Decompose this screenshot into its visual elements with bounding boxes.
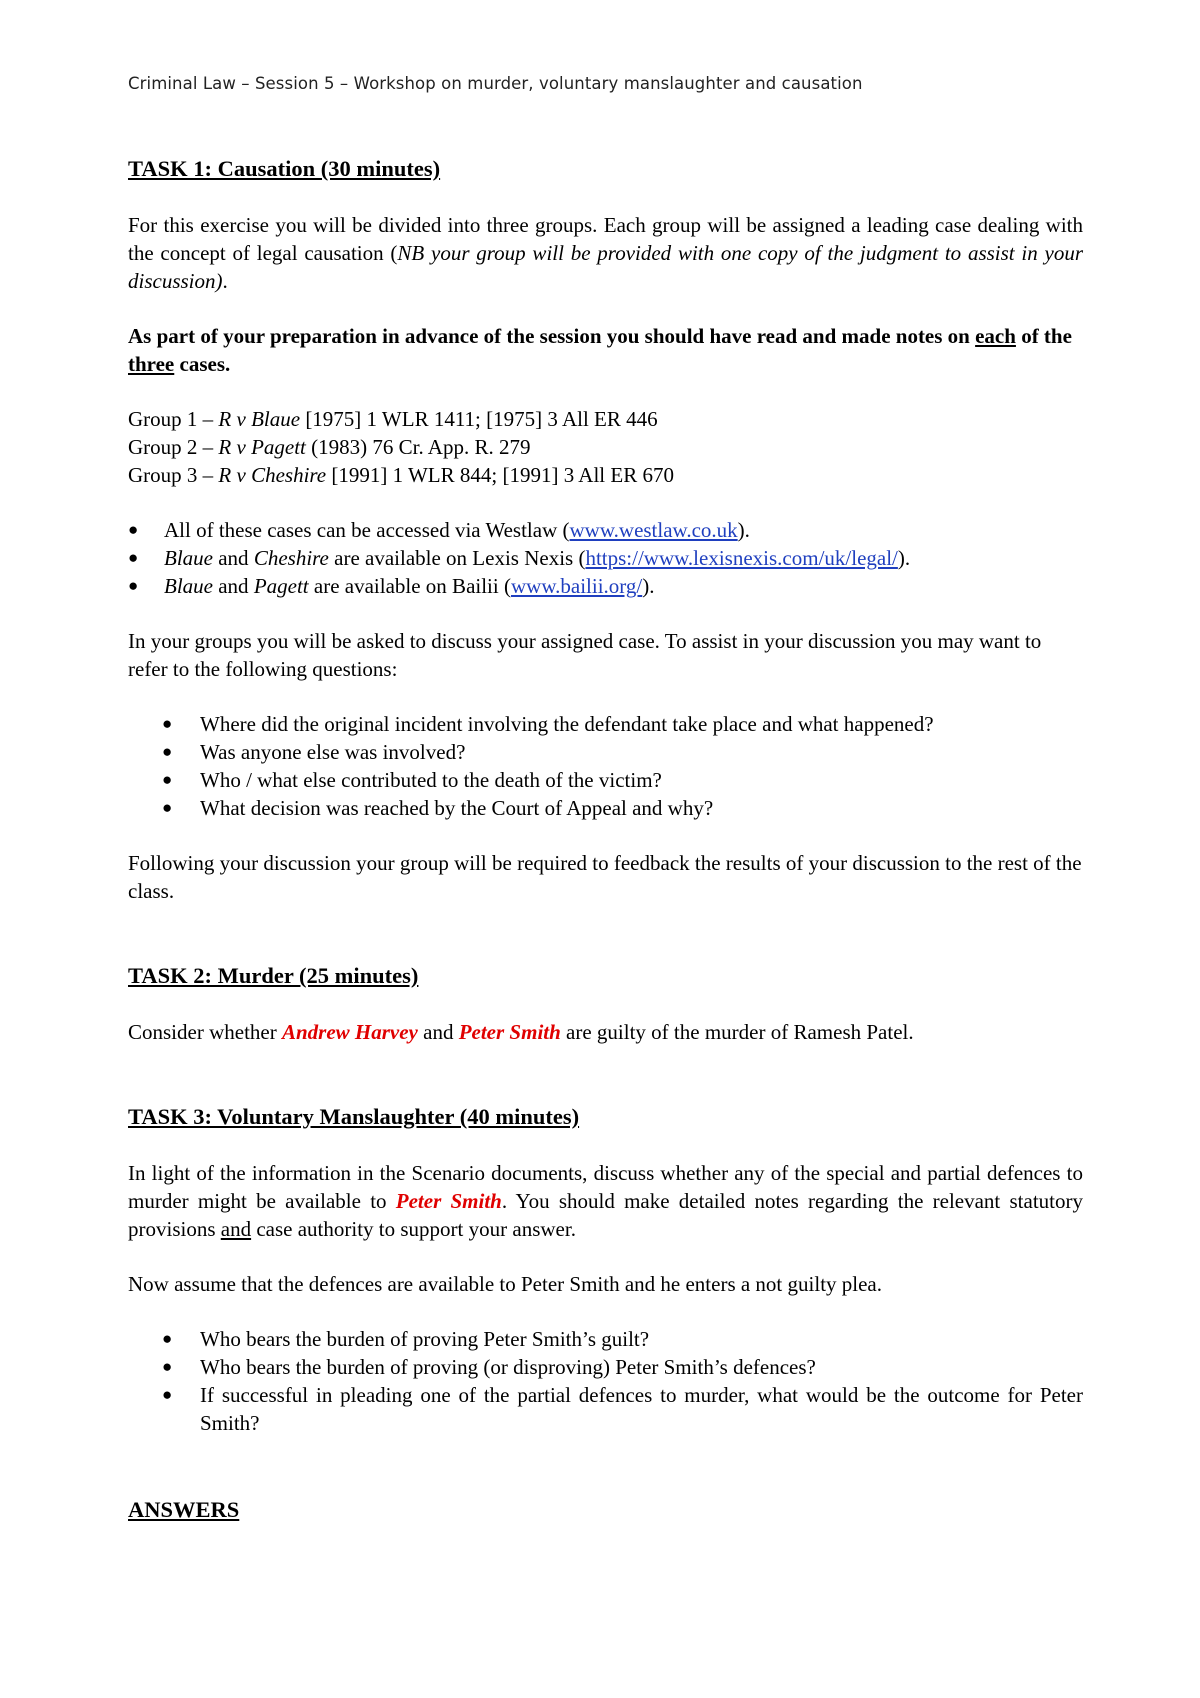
group-2-label: Group 2 – — [128, 435, 219, 459]
westlaw-link[interactable]: www.westlaw.co.uk — [569, 518, 738, 542]
task1-intro-note: NB your group will be provided with one copy of the judgment to assist in your discussion) — [128, 241, 1083, 293]
group-2-citation: (1983) 76 Cr. App. R. 279 — [305, 435, 531, 459]
bullet-icon: ● — [162, 770, 173, 789]
group-1-label: Group 1 – — [128, 407, 219, 431]
list-item — [128, 766, 1083, 794]
group-3-case: R v Cheshire — [218, 463, 327, 487]
list-item — [128, 572, 1083, 600]
task3-heading: TASK 3: Voluntary Manslaughter (40 minutes) — [128, 1104, 580, 1129]
prep-text: As part of your preparation in advance of the session you should have read and made notes on — [128, 324, 976, 348]
group-3 — [128, 461, 1083, 489]
document-body — [128, 154, 1083, 1525]
prep-each: each — [975, 324, 1016, 348]
prep-three: three — [128, 352, 175, 376]
task2-text-a: Consider whether — [128, 1020, 282, 1044]
bullet-icon: ● — [162, 798, 173, 817]
bullet-icon: ● — [162, 1329, 173, 1348]
task2-text-b: and — [417, 1020, 459, 1044]
bullet-icon: ● — [128, 576, 139, 595]
group-1-citation: [1975] 1 WLR 1411; [1975] 3 All ER 446 — [300, 407, 658, 431]
bullet-icon: ● — [128, 520, 139, 539]
question-text: If successful in pleading one of the partial defences to murder, what would be the outcome for Peter Smith? — [200, 1383, 1083, 1435]
prep-text-3: cases. — [174, 352, 231, 376]
bullet-icon: ● — [162, 714, 173, 733]
source-case-b: Cheshire — [253, 546, 329, 570]
lexisnexis-link[interactable]: https://www.lexisnexis.com/uk/legal/ — [585, 546, 898, 570]
bullet-icon: ● — [128, 548, 139, 567]
task3-paragraph-2: Now assume that the defences are available to Peter Smith and he enters a not guilty plea. — [128, 1272, 883, 1296]
task3-text-b: . You should make detailed notes regarding the relevant statutory provisions — [128, 1189, 1083, 1241]
group-2-case: R v Pagett — [218, 435, 306, 459]
task1-preparation — [128, 322, 1083, 378]
source-list — [128, 516, 1083, 600]
task1-feedback: Following your discussion your group will be required to feedback the results of your discussion to the rest of the class. — [128, 851, 1082, 903]
source-and: and — [212, 546, 254, 570]
bullet-icon: ● — [162, 1385, 173, 1404]
question-text: Was anyone else was involved? — [200, 740, 466, 764]
task1-heading: TASK 1: Causation (30 minutes) — [128, 156, 441, 181]
source-text: All of these cases can be accessed via Westlaw ( — [164, 518, 570, 542]
task2-heading: TASK 2: Murder (25 minutes) — [128, 963, 419, 988]
name-andrew-harvey: Andrew Harvey — [281, 1020, 418, 1044]
source-case-a: Blaue — [164, 546, 213, 570]
task1-discuss: In your groups you will be asked to discuss your assigned case. To assist in your discussion you may want to refer to the following questions: — [128, 629, 1042, 681]
list-item — [128, 1325, 1083, 1353]
source-case-a: Blaue — [164, 574, 213, 598]
task3-paragraph-1 — [128, 1159, 1083, 1243]
list-item — [128, 710, 1083, 738]
list-item — [128, 794, 1083, 822]
question-text: Who / what else contributed to the death of the victim? — [200, 768, 662, 792]
group-list — [128, 405, 1083, 489]
task2-text-c: are guilty of the murder of Ramesh Patel. — [560, 1020, 914, 1044]
list-item — [128, 1381, 1083, 1437]
group-1-case: R v Blaue — [218, 407, 301, 431]
group-3-citation: [1991] 1 WLR 844; [1991] 3 All ER 670 — [326, 463, 674, 487]
question-text: What decision was reached by the Court of Appeal and why? — [200, 796, 714, 820]
source-text: are available on Bailii ( — [308, 574, 511, 598]
answers-heading: ANSWERS — [128, 1497, 240, 1522]
task1-intro-text: For this exercise you will be divided into three groups. Each group will be assigned a leading case dealing with the concept of legal causation ( — [128, 213, 1083, 265]
source-end: ). — [737, 518, 750, 542]
bullet-icon: ● — [162, 742, 173, 761]
source-and: and — [212, 574, 254, 598]
task2-text — [128, 1018, 1083, 1046]
task3-text-c: case authority to support your answer. — [251, 1217, 576, 1241]
bullet-icon: ● — [162, 1357, 173, 1376]
question-text: Who bears the burden of proving (or disproving) Peter Smith’s defences? — [200, 1355, 816, 1379]
task3-and: and — [220, 1217, 252, 1241]
page-header: Criminal Law – Session 5 – Workshop on murder, voluntary manslaughter and causation — [128, 74, 863, 93]
list-item — [128, 1353, 1083, 1381]
task3-question-list — [128, 1325, 1083, 1437]
list-item — [128, 516, 1083, 544]
task1-intro — [128, 211, 1083, 295]
bailii-link[interactable]: www.bailii.org/ — [510, 574, 643, 598]
name-peter-smith: Peter Smith — [458, 1020, 561, 1044]
task1-question-list — [128, 710, 1083, 822]
group-1 — [128, 405, 1083, 433]
list-item — [128, 544, 1083, 572]
task3-text-a: In light of the information in the Scenario documents, discuss whether any of the special and partial defences to murder might be available to — [128, 1161, 1083, 1213]
group-2 — [128, 433, 1083, 461]
task1-intro-end: . — [222, 269, 228, 293]
question-text: Where did the original incident involving the defendant take place and what happened? — [200, 712, 934, 736]
name-peter-smith: Peter Smith — [395, 1189, 502, 1213]
source-text: are available on Lexis Nexis ( — [328, 546, 586, 570]
source-end: ). — [642, 574, 655, 598]
prep-text-2: of the — [1015, 324, 1072, 348]
list-item — [128, 738, 1083, 766]
source-case-b: Pagett — [253, 574, 309, 598]
group-3-label: Group 3 – — [128, 463, 219, 487]
question-text: Who bears the burden of proving Peter Smith’s guilt? — [200, 1327, 650, 1351]
source-end: ). — [897, 546, 911, 570]
